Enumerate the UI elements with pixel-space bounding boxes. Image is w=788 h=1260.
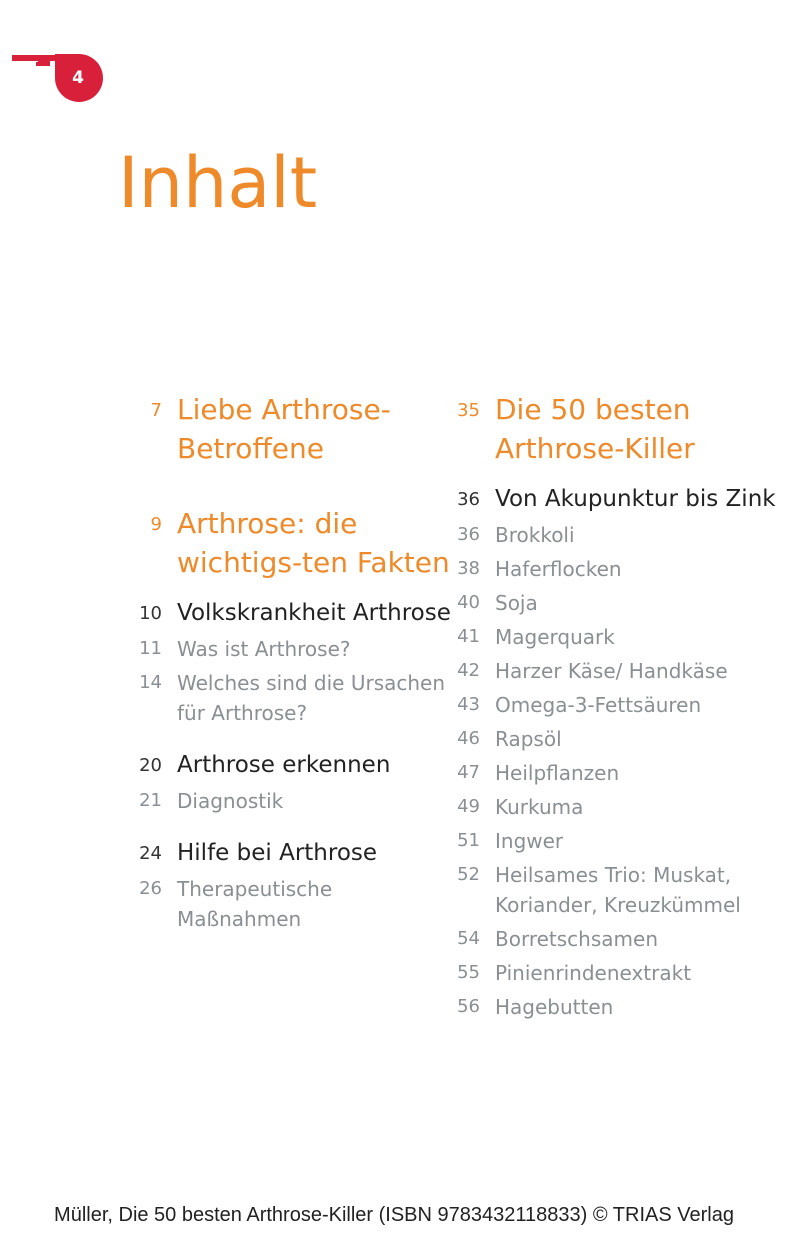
toc-entry-title: Volkskrankheit Arthrose xyxy=(177,600,451,626)
toc-entry-sub xyxy=(438,622,778,652)
footer-copyright: Müller, Die 50 besten Arthrose-Killer (ISBN 9783432118833) © TRIAS Verlag xyxy=(54,1204,734,1226)
toc-entry-title: Hagebutten xyxy=(495,995,614,1019)
toc-page-number: 46 xyxy=(457,728,480,749)
toc-page-number: 24 xyxy=(139,843,162,864)
toc-entry-title: Soja xyxy=(495,591,538,615)
toc-entry-title: Die 50 besten Arthrose-Killer xyxy=(495,393,695,465)
toc-entry-sub xyxy=(120,668,460,728)
toc-entry-sub xyxy=(438,724,778,754)
toc-entry-section xyxy=(120,836,460,870)
toc-entry-title: Welches sind die Ursachen für Arthrose? xyxy=(177,671,446,725)
toc-entry-title: Borretschsamen xyxy=(495,927,658,951)
toc-entry-sub xyxy=(438,992,778,1022)
toc-entry-section xyxy=(438,482,778,516)
toc-page-number: 35 xyxy=(457,400,480,421)
toc-page-number: 40 xyxy=(457,592,480,613)
toc-page-number: 10 xyxy=(139,603,162,624)
toc-entry-title: Brokkoli xyxy=(495,523,575,547)
toc-page-number: 21 xyxy=(139,790,162,811)
page-title: Inhalt xyxy=(118,142,318,224)
toc-entry-chapter xyxy=(120,390,460,468)
toc-entry-sub xyxy=(438,860,778,920)
toc-page-number: 56 xyxy=(457,996,480,1017)
toc-entry-sub xyxy=(120,634,460,664)
toc-page-number: 20 xyxy=(139,755,162,776)
toc-page-number: 51 xyxy=(457,830,480,851)
toc-entry-title: Kurkuma xyxy=(495,795,584,819)
toc-page-number: 52 xyxy=(457,864,480,885)
toc-entry-title: Haferflocken xyxy=(495,557,622,581)
toc-entry-sub xyxy=(120,874,460,934)
toc-page-number: 7 xyxy=(150,400,162,421)
toc-entry-title: Liebe Arthrose-Betroffene xyxy=(177,393,391,465)
toc-entry-section xyxy=(120,748,460,782)
toc-page-number: 47 xyxy=(457,762,480,783)
toc-page-number: 26 xyxy=(139,878,162,899)
toc-entry-title: Rapsöl xyxy=(495,727,562,751)
toc-entry-title: Omega-3-Fettsäuren xyxy=(495,693,702,717)
toc-entry-sub xyxy=(438,554,778,584)
toc-entry-title: Harzer Käse/ Handkäse xyxy=(495,659,728,683)
toc-entry-title: Hilfe bei Arthrose xyxy=(177,840,378,866)
toc-page-number: 41 xyxy=(457,626,480,647)
toc-entry-sub xyxy=(438,656,778,686)
toc-entry-sub xyxy=(438,958,778,988)
toc-entry-title: Von Akupunktur bis Zink xyxy=(495,486,776,512)
toc-entry-title: Therapeutische Maßnahmen xyxy=(177,877,333,931)
toc-entry-chapter xyxy=(120,504,460,582)
toc-entry-title: Magerquark xyxy=(495,625,615,649)
toc-entry-sub xyxy=(120,786,460,816)
toc-page-number: 38 xyxy=(457,558,480,579)
toc-entry-chapter xyxy=(438,390,778,468)
toc-page-number: 36 xyxy=(457,524,480,545)
toc-left-column xyxy=(120,390,460,934)
toc-entry-sub xyxy=(438,758,778,788)
toc-entry-title: Arthrose erkennen xyxy=(177,752,391,778)
toc-entry-sub xyxy=(438,520,778,550)
toc-entry-sub xyxy=(438,792,778,822)
toc-entry-title: Pinienrindenextrakt xyxy=(495,961,692,985)
toc-page-number: 36 xyxy=(457,489,480,510)
toc-page-number: 42 xyxy=(457,660,480,681)
toc-page-number: 49 xyxy=(457,796,480,817)
toc-entry-title: Heilsames Trio: Muskat, Koriander, Kreuzkümmel xyxy=(495,863,741,917)
toc-entry-title: Heilpflanzen xyxy=(495,761,620,785)
page-number: 4 xyxy=(72,68,84,88)
toc-right-column xyxy=(438,390,778,1022)
toc-entry-title: Diagnostik xyxy=(177,789,284,813)
toc-entry-title: Ingwer xyxy=(495,829,564,853)
toc-page-number: 11 xyxy=(139,638,162,659)
toc-page-number: 9 xyxy=(150,514,162,535)
toc-entry-title: Arthrose: die wichtigs-ten Fakten xyxy=(177,507,450,579)
toc-entry-sub xyxy=(438,826,778,856)
toc-entry-sub xyxy=(438,924,778,954)
toc-page-number: 14 xyxy=(139,672,162,693)
toc-page-number: 54 xyxy=(457,928,480,949)
toc-entry-title: Was ist Arthrose? xyxy=(177,637,351,661)
toc-entry-sub xyxy=(438,690,778,720)
toc-page-number: 43 xyxy=(457,694,480,715)
toc-page-number: 55 xyxy=(457,962,480,983)
toc-entry-section xyxy=(120,596,460,630)
toc-entry-sub xyxy=(438,588,778,618)
